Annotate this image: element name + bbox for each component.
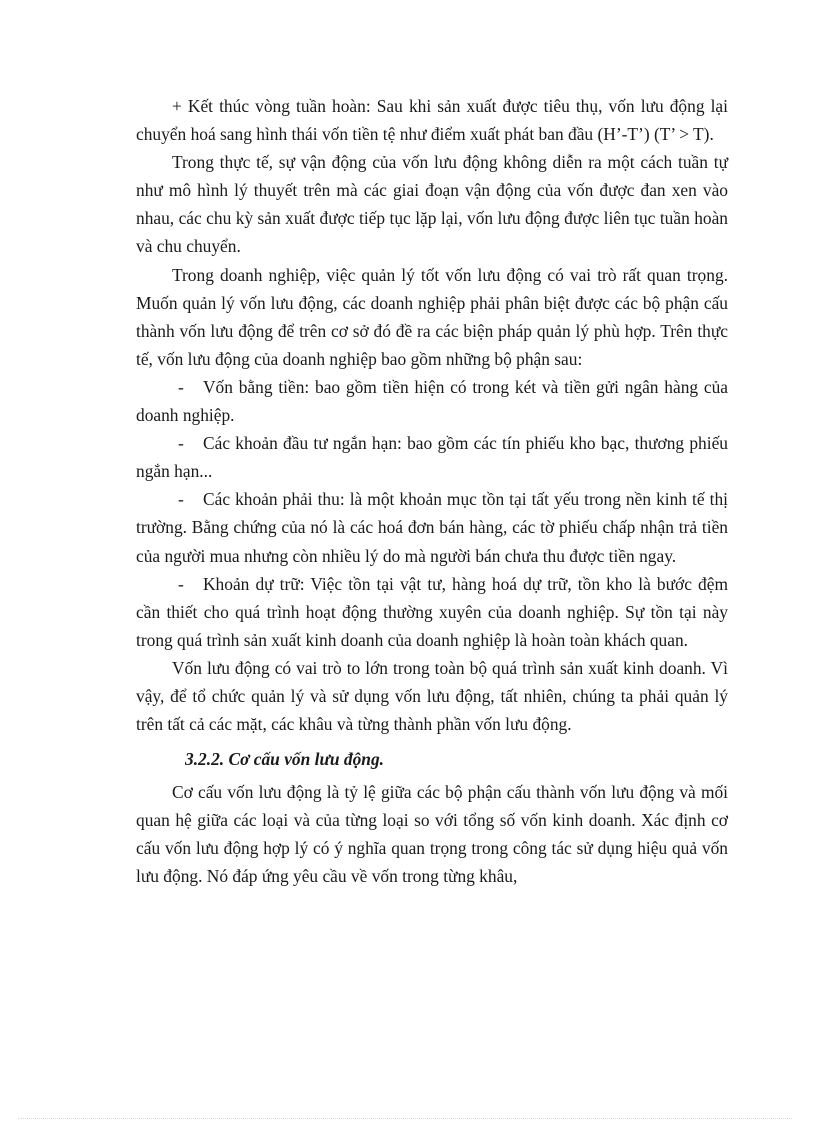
paragraph-management: Trong doanh nghiệp, việc quản lý tốt vốn lưu động có vai trò rất quan trọng. Muốn quản lý vốn lưu động, các doanh nghiệp phải phân biệt được các bộ phận cấu thành vốn lưu động để trên cơ sở đó đề ra các biện pháp quản lý phù hợp. Trên thực tế, vốn lưu động của doanh nghiệp bao gồm những bộ phận sau: (136, 264, 728, 369)
page-bottom-divider (18, 1118, 792, 1119)
paragraph-cycle-end: + Kết thúc vòng tuần hoàn: Sau khi sản xuất được tiêu thụ, vốn lưu động lại chuyển hoá sang hình thái vốn tiền tệ như điểm xuất phát ban đầu (H’-T’) (T’ > T). (136, 96, 728, 145)
list-item-text: Khoản dự trữ: Việc tồn tại vật tư, hàng hoá dự trữ, tồn kho là bước đệm cần thiết cho quá trình hoạt động thường xuyên của doanh nghiệp. Sự tồn tại này trong quá trình sản xuất kinh doanh của doanh nghiệp là hoàn toàn khách quan. (136, 573, 728, 650)
list-item (136, 373, 728, 429)
list-item-text: Vốn bằng tiền: bao gồm tiền hiện có trong két và tiền gửi ngân hàng của doanh nghiệp. (136, 376, 728, 426)
bullet-dash: - (178, 376, 184, 397)
list-item (136, 485, 728, 569)
bullet-dash: - (178, 573, 184, 594)
bullet-dash: - (178, 489, 184, 510)
bullet-dash: - (178, 433, 184, 454)
paragraph-structure: Cơ cấu vốn lưu động là tỷ lệ giữa các bộ phận cấu thành vốn lưu động và mối quan hệ giữa các loại và của từng loại so với tổng số vốn kinh doanh. Xác định cơ cấu vốn lưu động hợp lý có ý nghĩa quan trọng trong công tác sử dụng hiệu quả vốn lưu động. Nó đáp ứng yêu cầu về vốn trong từng khâu, (136, 782, 728, 887)
document-page (136, 92, 728, 891)
list-item (136, 429, 728, 485)
paragraph-role: Vốn lưu động có vai trò to lớn trong toàn bộ quá trình sản xuất kinh doanh. Vì vậy, để tổ chức quản lý và sử dụng vốn lưu động, tất nhiên, chúng ta phải quản lý trên tất cả các mặt, các khâu và từng thành phần vốn lưu động. (136, 657, 728, 735)
list-item-text: Các khoản phải thu: là một khoản mục tồn tại tất yếu trong nền kinh tế thị trường. Bằng chứng của nó là các hoá đơn bán hàng, các tờ phiếu chấp nhận trả tiền của người mua nhưng còn nhiều lý do mà người bán chưa thu được tiền ngay. (136, 489, 728, 566)
section-heading: 3.2.2. Cơ cấu vốn lưu động. (185, 749, 384, 770)
list-item (136, 570, 728, 654)
list-item-text: Các khoản đầu tư ngắn hạn: bao gồm các tín phiếu kho bạc, thương phiếu ngắn hạn... (136, 433, 728, 482)
paragraph-in-practice: Trong thực tế, sự vận động của vốn lưu động không diễn ra một cách tuần tự như mô hình lý thuyết trên mà các giai đoạn vận động của vốn được đan xen vào nhau, các chu kỳ sản xuất được tiếp tục lặp lại, vốn lưu động được liên tục tuần hoàn và chu chuyển. (136, 152, 728, 257)
